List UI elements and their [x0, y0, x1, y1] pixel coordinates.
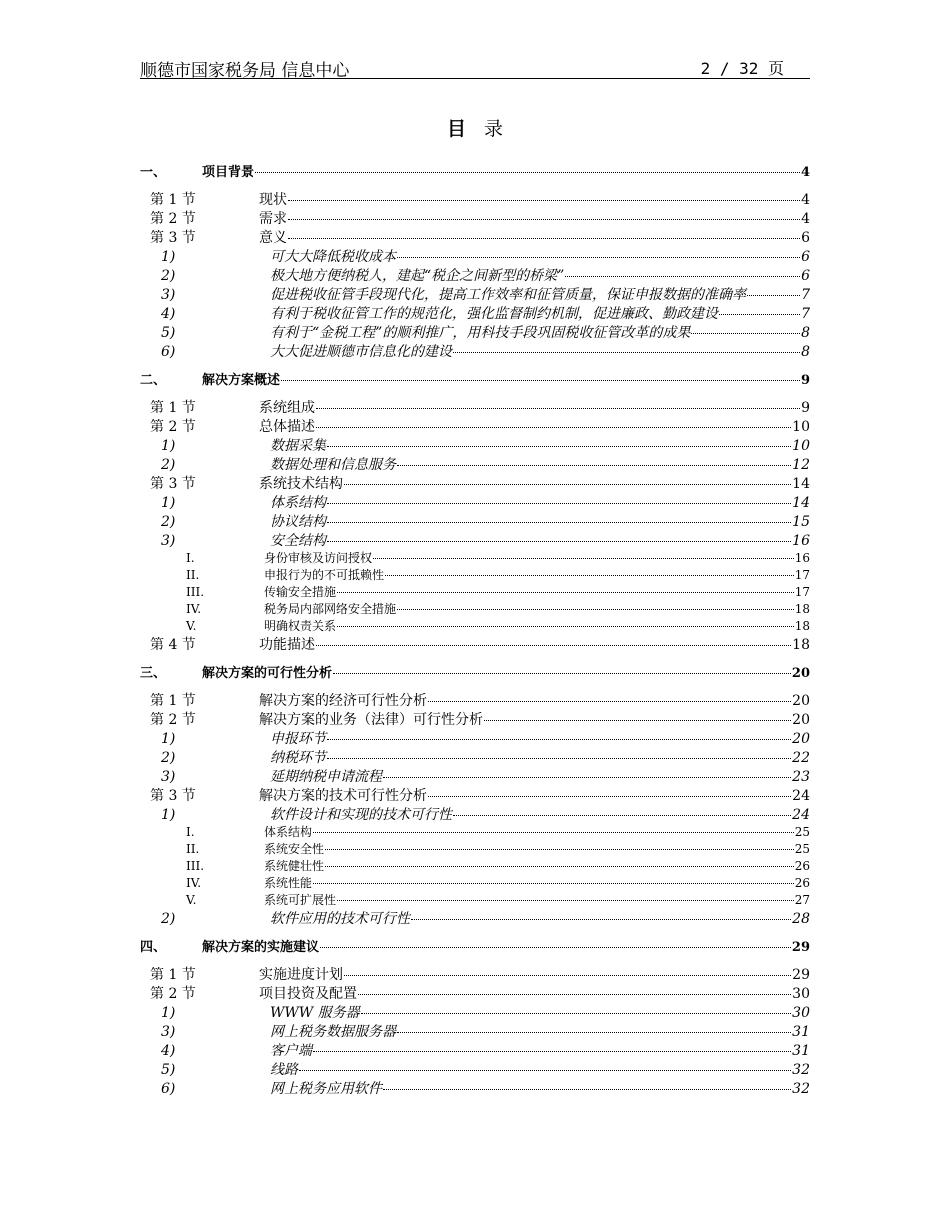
toc-entry-title: 线路: [270, 1062, 298, 1078]
toc-entry-number: 4): [161, 306, 176, 322]
toc-entry-number: IV.: [186, 602, 202, 616]
toc-entry-leader: [565, 276, 800, 277]
toc-entry[interactable]: [140, 473, 810, 492]
toc-entry-leader: [337, 592, 794, 593]
toc-entry-number: 第 3 节: [150, 230, 196, 246]
toc-entry[interactable]: [140, 322, 810, 341]
toc-entry-page: 30: [792, 1005, 810, 1021]
toc-entry[interactable]: [140, 823, 810, 840]
toc-entry-number: 4): [161, 1043, 176, 1059]
toc-entry-page: 20: [792, 731, 810, 747]
toc-entry-number: 一、: [140, 165, 167, 180]
toc-entry-number: IV.: [186, 876, 202, 890]
toc-entry-page: 8: [801, 325, 810, 341]
toc-entry-title: 身份审核及访问授权: [264, 551, 373, 565]
toc-entry-title: 税务局内部网络安全措施: [264, 602, 397, 616]
toc-entry-title: 系统健壮性: [264, 859, 325, 873]
toc-entry-number: 第 1 节: [150, 967, 196, 983]
table-of-contents: [140, 161, 810, 1097]
toc-entry-leader: [453, 352, 800, 353]
toc-entry-number: 四、: [140, 940, 167, 955]
toc-entry-page: 31: [792, 1024, 810, 1040]
toc-entry-leader: [361, 1013, 792, 1014]
toc-entry-leader: [397, 465, 791, 466]
toc-entry-leader: [288, 238, 800, 239]
toc-entry-title: 有利于“金税工程”的顺利推广，用科技手段巩固税收征管改革的成果: [270, 325, 691, 341]
toc-entry-page: 25: [794, 825, 810, 839]
toc-entry-page: 24: [792, 807, 810, 823]
toc-entry-title: 解决方案的业务（法律）可行性分析: [259, 712, 483, 728]
toc-entry-number: 1): [161, 495, 176, 511]
toc-entry-title: 有利于税收征管工作的规范化，强化监督制约机制，促进廉政、勤政建设: [270, 306, 718, 322]
toc-entry-page: 17: [794, 568, 810, 582]
toc-entry-number: 1): [161, 807, 176, 823]
toc-entry-number: 6): [161, 1081, 176, 1097]
toc-entry-page: 17: [794, 585, 810, 599]
toc-entry[interactable]: [140, 709, 810, 728]
toc-entry[interactable]: [140, 1059, 810, 1078]
toc-entry[interactable]: [140, 492, 810, 511]
toc-entry-number: 第 1 节: [150, 693, 196, 709]
toc-entry-title: 解决方案的实施建议: [202, 940, 320, 955]
toc-entry-number: III.: [186, 585, 205, 599]
toc-entry[interactable]: [140, 341, 810, 360]
toc-entry[interactable]: [140, 530, 810, 549]
toc-entry-page: 15: [792, 514, 810, 530]
toc-entry-title: 解决方案的可行性分析: [202, 666, 333, 681]
toc-entry-title: 实施进度计划: [259, 967, 343, 983]
toc-entry-number: 2): [161, 750, 176, 766]
toc-entry-title: 总体描述: [259, 419, 315, 435]
toc-entry-title: 系统组成: [259, 400, 315, 416]
toc-entry-number: 第 2 节: [150, 211, 196, 227]
toc-entry-title: 需求: [259, 211, 287, 227]
toc-entry-leader: [333, 673, 791, 674]
toc-entry-leader: [344, 975, 791, 976]
toc-entry-page: 8: [801, 344, 810, 360]
toc-entry-page: 26: [794, 859, 810, 873]
toc-entry-title: 客户端: [270, 1043, 312, 1059]
toc-entry-title: 系统安全性: [264, 842, 325, 856]
toc-entry-leader: [316, 408, 800, 409]
toc-entry-page: 7: [801, 287, 810, 303]
toc-entry-number: I.: [186, 551, 195, 565]
toc-entry-leader: [337, 626, 794, 627]
toc-entry-leader: [453, 815, 791, 816]
toc-entry-page: 9: [801, 400, 810, 416]
toc-entry-title: 软件设计和实现的技术可行性: [270, 807, 452, 823]
toc-entry-number: 3): [161, 533, 176, 549]
toc-title: [0, 114, 950, 141]
toc-entry-number: 1): [161, 438, 176, 454]
toc-entry-leader: [719, 314, 800, 315]
toc-entry-title: 体系结构: [270, 495, 326, 511]
toc-entry-leader: [281, 380, 800, 381]
toc-entry[interactable]: [140, 416, 810, 435]
toc-entry-title: 项目背景: [202, 165, 255, 180]
toc-entry-number: 3): [161, 287, 176, 303]
toc-entry-number: 第 3 节: [150, 788, 196, 804]
toc-entry-leader: [344, 484, 791, 485]
toc-entry-page: 32: [792, 1062, 810, 1078]
toc-entry[interactable]: [140, 840, 810, 857]
toc-entry-leader: [327, 446, 791, 447]
toc-entry-leader: [313, 883, 794, 884]
toc-entry-title: 网上税务数据服务器: [270, 1024, 396, 1040]
toc-entry[interactable]: [140, 857, 810, 874]
toc-entry[interactable]: [140, 690, 810, 709]
toc-entry[interactable]: [140, 303, 810, 322]
toc-entry-page: 14: [792, 495, 810, 511]
toc-entry-title: 传输安全措施: [264, 585, 337, 599]
toc-entry[interactable]: [140, 1078, 810, 1097]
toc-entry[interactable]: [140, 785, 810, 804]
toc-entry-title: 安全结构: [270, 533, 326, 549]
toc-entry-number: 第 2 节: [150, 419, 196, 435]
toc-entry-page: 6: [801, 249, 810, 265]
toc-entry-leader: [428, 701, 791, 702]
toc-entry-page: 30: [792, 986, 810, 1002]
toc-entry-number: 第 3 节: [150, 476, 196, 492]
toc-entry-title: 大大促进顺德市信息化的建设: [270, 344, 452, 360]
toc-entry-page: 29: [791, 940, 810, 955]
toc-entry-leader: [320, 947, 791, 948]
toc-entry-page: 20: [792, 712, 810, 728]
toc-entry-leader: [358, 994, 791, 995]
toc-entry-number: V.: [186, 619, 197, 633]
toc-entry-title: 系统性能: [264, 876, 313, 890]
toc-entry-page: 10: [792, 419, 810, 435]
toc-entry-number: 6): [161, 344, 176, 360]
toc-entry-leader: [313, 1051, 791, 1052]
toc-entry-title: 明确权责关系: [264, 619, 337, 633]
toc-entry-number: 2): [161, 268, 176, 284]
toc-entry-leader: [385, 575, 794, 576]
toc-entry-title: 体系结构: [264, 825, 313, 839]
toc-entry-title: 纳税环节: [270, 750, 326, 766]
toc-entry-leader: [327, 541, 791, 542]
toc-entry-leader: [316, 645, 791, 646]
toc-entry-number: 2): [161, 911, 176, 927]
toc-entry[interactable]: [140, 634, 810, 653]
toc-entry-number: 5): [161, 1062, 176, 1078]
toc-entry-leader: [397, 257, 800, 258]
toc-entry-page: 12: [792, 457, 810, 473]
toc-entry-leader: [325, 849, 794, 850]
toc-entry[interactable]: [140, 189, 810, 208]
toc-title-char-1: 目: [446, 118, 466, 140]
toc-entry-page: 7: [801, 306, 810, 322]
toc-entry[interactable]: [140, 964, 810, 983]
toc-entry-page: 20: [791, 666, 810, 681]
toc-entry-page: 25: [794, 842, 810, 856]
toc-entry[interactable]: [140, 583, 810, 600]
toc-entry-number: 第 1 节: [150, 192, 196, 208]
toc-entry[interactable]: [140, 891, 810, 908]
toc-entry-page: 6: [801, 230, 810, 246]
toc-entry-number: 二、: [140, 373, 167, 388]
toc-entry[interactable]: [140, 617, 810, 634]
toc-entry-title: 网上税务应用软件: [270, 1081, 382, 1097]
toc-entry[interactable]: [140, 397, 810, 416]
toc-entry-page: 14: [792, 476, 810, 492]
toc-entry-page: 26: [794, 876, 810, 890]
toc-entry-leader: [288, 219, 800, 220]
toc-entry-number: 1): [161, 249, 176, 265]
toc-entry[interactable]: [140, 454, 810, 473]
toc-entry[interactable]: [140, 804, 810, 823]
toc-entry[interactable]: [140, 369, 810, 388]
toc-entry[interactable]: [140, 936, 810, 955]
toc-entry[interactable]: [140, 983, 810, 1002]
toc-entry-page: 24: [792, 788, 810, 804]
toc-entry-title: 协议结构: [270, 514, 326, 530]
toc-entry[interactable]: [140, 227, 810, 246]
toc-entry-number: V.: [186, 893, 197, 907]
toc-entry-number: 第 2 节: [150, 986, 196, 1002]
toc-entry-page: 28: [792, 911, 810, 927]
toc-entry-title: 系统可扩展性: [264, 893, 337, 907]
toc-entry-leader: [484, 720, 791, 721]
toc-entry-leader: [428, 796, 791, 797]
toc-entry-leader: [313, 832, 794, 833]
toc-entry-title: 意义: [259, 230, 287, 246]
page-indicator: 2 / 32 页: [700, 59, 784, 78]
toc-entry-page: 22: [792, 750, 810, 766]
toc-entry-title: 申报行为的不可抵赖性: [264, 568, 385, 582]
toc-entry-title: WWW 服务器: [270, 1005, 360, 1021]
toc-entry-leader: [373, 558, 794, 559]
page-header: [140, 56, 810, 79]
toc-entry-number: 3): [161, 1024, 176, 1040]
toc-entry-page: 9: [800, 373, 810, 388]
toc-entry-number: 3): [161, 769, 176, 785]
toc-entry-number: 2): [161, 514, 176, 530]
toc-entry[interactable]: [140, 908, 810, 927]
toc-entry-title: 解决方案的经济可行性分析: [259, 693, 427, 709]
toc-entry-leader: [288, 200, 800, 201]
toc-entry-title: 数据处理和信息服务: [270, 457, 396, 473]
toc-entry-leader: [691, 333, 800, 334]
toc-entry-number: I.: [186, 825, 195, 839]
toc-entry-title: 促进税收征管手段现代化，提高工作效率和征管质量，保证申报数据的准确率: [270, 287, 746, 303]
toc-entry-title: 数据采集: [270, 438, 326, 454]
toc-entry-page: 18: [794, 619, 810, 633]
toc-entry-page: 16: [794, 551, 810, 565]
toc-entry[interactable]: [140, 161, 810, 180]
toc-entry[interactable]: [140, 549, 810, 566]
toc-entry-title: 现状: [259, 192, 287, 208]
toc-entry[interactable]: [140, 265, 810, 284]
toc-entry-leader: [383, 1089, 791, 1090]
toc-entry-leader: [411, 919, 791, 920]
toc-entry-page: 4: [800, 165, 810, 180]
toc-entry-title: 申报环节: [270, 731, 326, 747]
toc-entry-number: 1): [161, 1005, 176, 1021]
toc-entry-page: 10: [792, 438, 810, 454]
toc-entry-page: 27: [794, 893, 810, 907]
toc-entry-title: 系统技术结构: [259, 476, 343, 492]
organization-name: 顺德市国家税务局 信息中心: [140, 61, 350, 81]
toc-entry-leader: [299, 1070, 791, 1071]
toc-entry[interactable]: [140, 435, 810, 454]
toc-entry[interactable]: [140, 284, 810, 303]
toc-entry-number: 5): [161, 325, 176, 341]
toc-entry-title: 解决方案的技术可行性分析: [259, 788, 427, 804]
toc-entry-number: 2): [161, 457, 176, 473]
toc-entry-leader: [383, 777, 791, 778]
toc-entry-page: 29: [792, 967, 810, 983]
toc-entry-leader: [397, 609, 794, 610]
toc-entry-page: 20: [792, 693, 810, 709]
toc-entry-page: 6: [801, 268, 810, 284]
toc-entry-page: 23: [792, 769, 810, 785]
toc-entry[interactable]: [140, 747, 810, 766]
toc-entry[interactable]: [140, 1002, 810, 1021]
toc-entry-page: 18: [792, 637, 810, 653]
toc-entry[interactable]: [140, 1021, 810, 1040]
toc-entry-leader: [255, 172, 800, 173]
toc-entry[interactable]: [140, 208, 810, 227]
toc-entry[interactable]: [140, 728, 810, 747]
toc-entry-number: 三、: [140, 666, 167, 681]
toc-entry-title: 极大地方便纳税人，建起“税企之间新型的桥梁”: [270, 268, 565, 284]
toc-entry[interactable]: [140, 511, 810, 530]
toc-entry[interactable]: [140, 874, 810, 891]
toc-entry-leader: [327, 522, 791, 523]
toc-entry-number: II.: [186, 568, 200, 582]
toc-entry-leader: [316, 427, 791, 428]
toc-entry-title: 功能描述: [259, 637, 315, 653]
toc-entry-page: 32: [792, 1081, 810, 1097]
toc-entry-page: 16: [792, 533, 810, 549]
toc-entry-leader: [327, 739, 791, 740]
toc-entry-page: 4: [801, 192, 810, 208]
toc-entry-number: 1): [161, 731, 176, 747]
toc-entry-page: 31: [792, 1043, 810, 1059]
toc-entry-number: 第 1 节: [150, 400, 196, 416]
toc-entry-leader: [327, 503, 791, 504]
toc-entry-leader: [327, 758, 791, 759]
toc-entry-title: 项目投资及配置: [259, 986, 357, 1002]
toc-entry-title: 可大大降低税收成本: [270, 249, 396, 265]
toc-title-char-2: 录: [484, 118, 504, 140]
toc-entry-leader: [337, 900, 794, 901]
toc-entry-number: 第 2 节: [150, 712, 196, 728]
toc-entry-number: 第 4 节: [150, 637, 196, 653]
toc-entry[interactable]: [140, 662, 810, 681]
toc-entry-leader: [397, 1032, 791, 1033]
toc-entry-leader: [747, 295, 800, 296]
toc-entry[interactable]: [140, 246, 810, 265]
toc-entry[interactable]: [140, 1040, 810, 1059]
toc-entry-page: 4: [801, 211, 810, 227]
toc-entry-title: 延期纳税申请流程: [270, 769, 382, 785]
toc-entry-title: 解决方案概述: [202, 373, 281, 388]
toc-entry-title: 软件应用的技术可行性: [270, 911, 410, 927]
toc-entry[interactable]: [140, 566, 810, 583]
toc-entry[interactable]: [140, 600, 810, 617]
toc-entry-leader: [325, 866, 794, 867]
toc-entry-page: 18: [794, 602, 810, 616]
toc-entry-number: II.: [186, 842, 200, 856]
toc-entry-number: III.: [186, 859, 205, 873]
toc-entry[interactable]: [140, 766, 810, 785]
